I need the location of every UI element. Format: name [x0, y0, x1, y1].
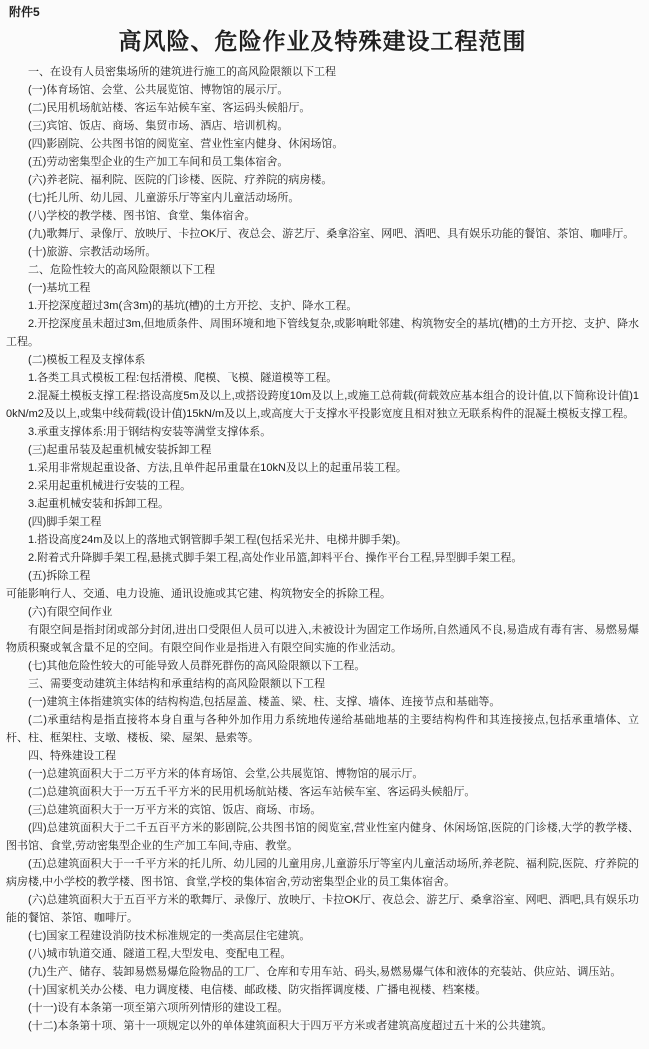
paragraph: 1.开挖深度超过3m(含3m)的基坑(槽)的土方开挖、支护、降水工程。 [28, 300, 358, 312]
paragraph: 3.起重机械安装和拆卸工程。 [28, 498, 170, 510]
document-title: 高风险、危险作业及特殊建设工程范围 [118, 28, 527, 54]
paragraph: 有限空间是指封闭或部分封闭,进出口受限但人员可以进入,未被设计为固定工作场所,自然通风不良,易造成有毒有害、易燃易爆物质积聚或氧含量不足的空间。有限空间作业是指进入有限空间实施的作业活动。 [6, 624, 639, 654]
paragraph: (九)生产、储存、装卸易燃易爆危险物品的工厂、仓库和专用车站、码头,易燃易爆气体和液体的充装站、供应站、调压站。 [28, 966, 622, 978]
document-section [6, 261, 639, 675]
paragraph: (八)城市轨道交通、隧道工程,大型发电、变配电工程。 [28, 948, 292, 960]
paragraph: (七)其他危险性较大的可能导致人员群死群伤的高风险限额以下工程。 [28, 660, 366, 672]
paragraph: (四)脚手架工程 [28, 516, 102, 528]
paragraph: (八)学校的教学楼、图书馆、食堂、集体宿舍。 [28, 210, 256, 222]
paragraph: (十一)设有本条第一项至第六项所列情形的建设工程。 [28, 1002, 289, 1014]
paragraph: (一)体育场馆、会堂、公共展览馆、博物馆的展示厅。 [28, 84, 289, 96]
section-heading: 三、需要变动建筑主体结构和承重结构的高风险限额以下工程 [28, 678, 325, 690]
section-heading: 四、特殊建设工程 [28, 750, 116, 762]
paragraph: (十)国家机关办公楼、电力调度楼、电信楼、邮政楼、防灾指挥调度楼、广播电视楼、档案楼。 [28, 984, 487, 996]
paragraph: 1.采用非常规起重设备、方法,且单件起吊重量在10kN及以上的起重吊装工程。 [28, 462, 407, 474]
paragraph: (一)建筑主体指建筑实体的结构构造,包括屋盖、楼盖、梁、柱、支撑、墙体、连接节点和基础等。 [28, 696, 501, 708]
section-heading: 一、在设有人员密集场所的建筑进行施工的高风险限额以下工程 [28, 66, 336, 78]
paragraph: 2.采用起重机械进行安装的工程。 [28, 480, 192, 492]
document-body [6, 63, 639, 1035]
paragraph: (四)总建筑面积大于二千五百平方米的影剧院,公共图书馆的阅览室,营业性室内健身、休闲场馆,医院的门诊楼,大学的教学楼、图书馆、食堂,劳动密集型企业的生产加工车间,寺庙、教堂。 [6, 822, 639, 852]
paragraph: (九)歌舞厅、录像厅、放映厅、卡拉OK厅、夜总会、游艺厅、桑拿浴室、网吧、酒吧、具有娱乐功能的餐馆、茶馆、咖啡厅。 [28, 228, 635, 240]
paragraph: (一)基坑工程 [28, 282, 91, 294]
paragraph: 1.各类工具式模板工程:包括滑模、爬模、飞模、隧道模等工程。 [28, 372, 338, 384]
paragraph: (五)总建筑面积大于一千平方米的托儿所、幼儿园的儿童用房,儿童游乐厅等室内儿童活动场所,养老院、福利院,医院、疗养院的病房楼,中小学校的教学楼、图书馆、食堂,学校的集体宿舍,劳动密集型企业的员工集体宿舍。 [6, 858, 639, 888]
document-section [6, 747, 639, 1035]
paragraph: (六)总建筑面积大于五百平方米的歌舞厅、录像厅、放映厅、卡拉OK厅、夜总会、游艺厅、桑拿浴室、网吧、酒吧,具有娱乐功能的餐馆、茶馆、咖啡厅。 [6, 894, 639, 924]
paragraph: (三)起重吊装及起重机械安装拆卸工程 [28, 444, 212, 456]
paragraph: (六)有限空间作业 [28, 606, 113, 618]
paragraph: (二)模板工程及支撑体系 [28, 354, 146, 366]
paragraph: (三)总建筑面积大于一万平方米的宾馆、饭店、商场、市场。 [28, 804, 322, 816]
paragraph: (十二)本条第十项、第十一项规定以外的单体建筑面积大于四万平方米或者建筑高度超过五十米的公共建筑。 [28, 1020, 553, 1032]
paragraph: 2.开挖深度虽未超过3m,但地质条件、周围环境和地下管线复杂,或影响毗邻建、构筑物安全的基坑(槽)的土方开挖、支护、降水工程。 [6, 318, 639, 348]
paragraph: (十)旅游、宗教活动场所。 [28, 246, 157, 258]
paragraph: (七)国家工程建设消防技术标准规定的一类高层住宅建筑。 [28, 930, 311, 942]
paragraph: (四)影剧院、公共图书馆的阅览室、营业性室内健身、休闲场馆。 [28, 138, 344, 150]
document-section [6, 63, 639, 261]
paragraph: 1.搭设高度24m及以上的落地式钢管脚手架工程(包括采光井、电梯井脚手架)。 [28, 534, 407, 546]
paragraph: (二)承重结构是指直接将本身自重与各种外加作用力系统地传递给基础地基的主要结构构件和其连接接点,包括承重墙体、立杆、柱、框架柱、支墩、楼板、梁、屋架、悬索等。 [6, 714, 639, 744]
document-section [6, 675, 639, 747]
paragraph: 2.附着式升降脚手架工程,悬挑式脚手架工程,高处作业吊篮,卸料平台、操作平台工程,异型脚手架工程。 [28, 552, 523, 564]
paragraph: (五)劳动密集型企业的生产加工车间和员工集体宿舍。 [28, 156, 289, 168]
section-heading: 二、危险性较大的高风险限额以下工程 [28, 264, 215, 276]
paragraph: (六)养老院、福利院、医院的门诊楼、医院、疗养院的病房楼。 [28, 174, 333, 186]
attachment-label: 附件5 [9, 5, 40, 19]
paragraph: (一)总建筑面积大于二万平方米的体育场馆、会堂,公共展览馆、博物馆的展示厅。 [28, 768, 424, 780]
paragraph: (二)民用机场航站楼、客运车站候车室、客运码头候船厅。 [28, 102, 311, 114]
paragraph: (二)总建筑面积大于一万五千平方米的民用机场航站楼、客运车站候车室、客运码头候船厅。 [28, 786, 476, 798]
paragraph: 可能影响行人、交通、电力设施、通讯设施或其它建、构筑物安全的拆除工程。 [6, 588, 391, 600]
paragraph: (七)托儿所、幼儿园、儿童游乐厅等室内儿童活动场所。 [28, 192, 300, 204]
paragraph: 2.混凝土模板支撑工程:搭设高度5m及以上,或搭设跨度10m及以上,或施工总荷载(荷载效应基本组合的设计值,以下简称设计值)10kN/m2及以上,或集中线荷载(设计值)15kN/m及以上,或高度大于支撑水平投影宽度且相对独立无联系构件的混凝土模板支撑工程。 [6, 390, 639, 420]
paragraph: 3.承重支撑体系:用于钢结构安装等满堂支撑体系。 [28, 426, 272, 438]
paragraph: (五)拆除工程 [28, 570, 91, 582]
paragraph: (三)宾馆、饭店、商场、集贸市场、酒店、培训机构。 [28, 120, 289, 132]
